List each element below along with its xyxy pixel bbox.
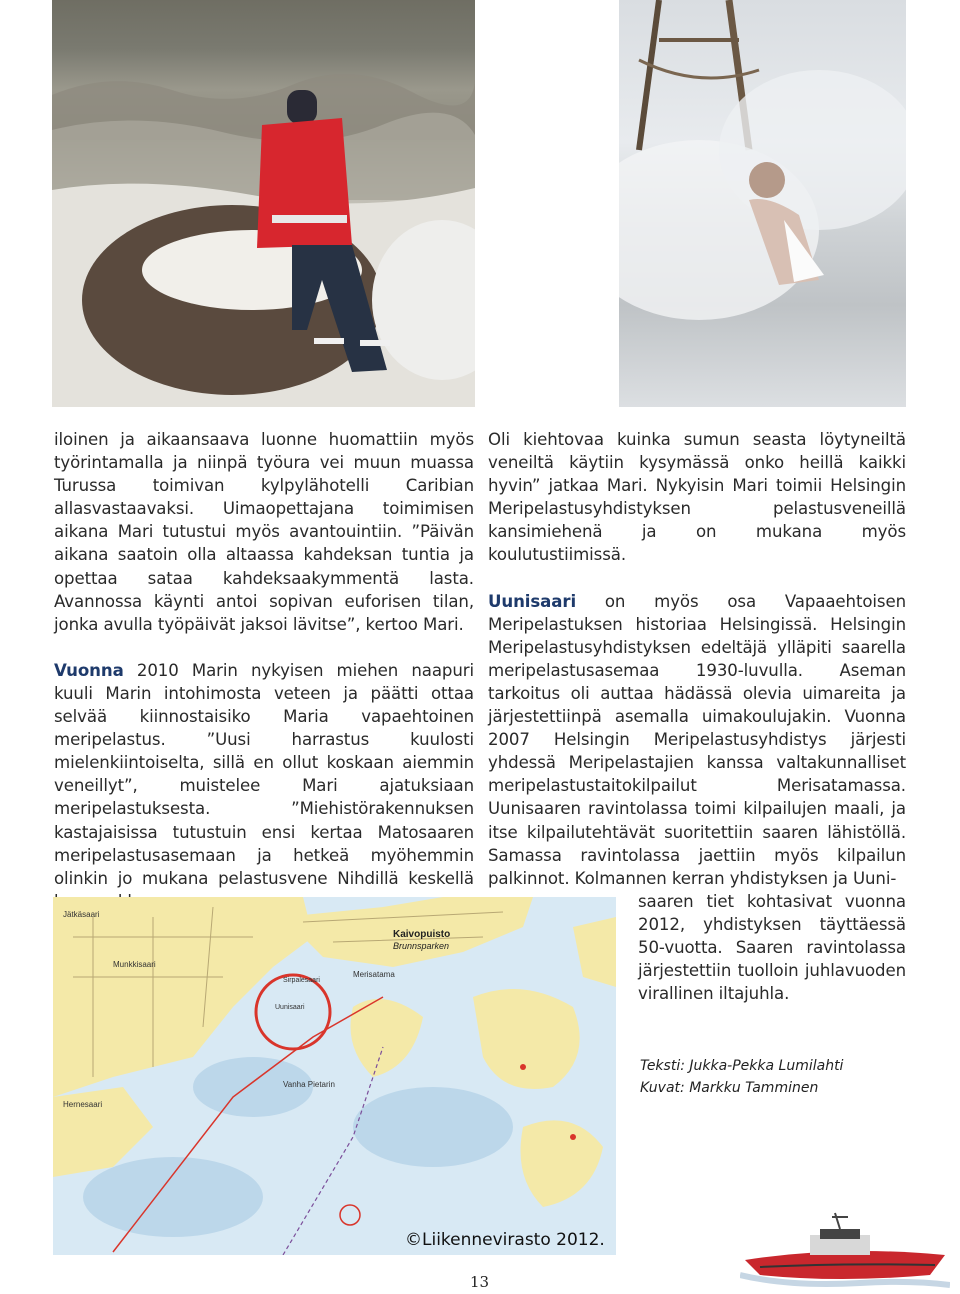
rescue-boat-icon (740, 1205, 950, 1290)
right-paragraph-2-indented: saaren tiet kohtasivat vuonna 2012, yhdistyksen täyttäessä 50-vuotta. Saaren ravintolassa järjestettiin tuolloin juhlavuoden virallinen iltajuhla. (638, 891, 906, 1004)
left-paragraph-2-body: 2010 Marin nykyisen miehen naapuri kuuli Marin intohimosta veteen ja päätti ottaa selvää kiinnostaisiko Maria vapaehtoinen meripelastus. ”Uusi harrastus kuulosti mielenkiintoiselta, sillä en ollut koskaan aiemmin veneillyt”, muistelee Mari ajatuksiaan meripelastuksesta. ”Miehistörakennuksen kastajaisissa tutustuin ensi kertaa Matosaaren meripelastusasemaan ja hetkeä myöhemmin olinkin jo mukana pelastusvene Nihdillä keskellä (54, 660, 474, 888)
photo-right (619, 0, 906, 407)
right-paragraph-1: Oli kiehtovaa kuinka sumun seasta löytyneiltä veneiltä käytiin kysymässä onko heillä kaikki hyvin” jatkaa Mari. Nykyisin Mari toimii Helsingin Meripelastusyhdistyksen pelastusveneillä kansimiehenä ja on mukana myös koulutustiimissä. (488, 430, 906, 565)
rescue-boat-image (740, 1205, 950, 1290)
map-label-merisatama: Merisatama (353, 970, 395, 979)
credit-photos: Kuvat: Markku Tamminen (640, 1080, 819, 1096)
photo-left-illustration (52, 0, 475, 407)
nautical-map-drawing (53, 897, 616, 1255)
credit-text: Teksti: Jukka-Pekka Lumilahti (640, 1058, 844, 1074)
right-paragraph-2-lead: Uunisaari (488, 591, 577, 611)
left-paragraph-2-lead: Vuonna (54, 660, 124, 680)
page-number: 13 (470, 1273, 490, 1291)
left-paragraph-1: iloinen ja aikaansaava luonne huomattiin myös työrintamalla ja niinpä työura vei muun muassa Turussa toimivan kylpylähotelli Caribian allasvastaavaksi. Uimaopettajana toimimisen aikana Mari tutustui myös avantouintiin. ”Päivän aikana saatoin olla altaassa kahdeksan tuntia ja opettaa sataa kahdeksaakymmentä lasta. Avannossa käynti antoi sopivan euforisen tilan, jonka avulla työpäivät jaksoi lävitse”, kertoo Mari. (54, 430, 474, 634)
right-paragraph-2-body: on myös osa Vapaaehtoisen Meripelastuksen historiaa Helsingissä. Helsingin Meripelastusyhdistyksen edeltäjä ylläpiti saarella meripelastusasemaa 1930-luvulla. Aseman tarkoitus oli auttaa hädässä olevia uimareita ja järjestettiinpä asemalla uimakoulujakin. Vuonna 2007 Helsingin Meripelastusyhdistys järjesti yhdessä Meripelastajien kanssa valtakunnalliset meripelastustaitokilpailut Merisatamassa. Uunisaaren ravintolassa toimi kilpailujen maali, ja itse kilpailutehtävät suoritettiin saaren lähistöllä. Samassa ravintolassa jaettiin myös kilpailun palkinnot. Kolmannen kerran yhdistyksen ja Uuni- (488, 591, 906, 888)
left-paragraph-2 (54, 659, 474, 913)
right-paragraph-2 (488, 590, 906, 890)
map-label-brunnsparken: Brunnsparken (393, 941, 450, 951)
map-label-vanha-pietarin: Vanha Pietarin (283, 1080, 335, 1089)
credits (640, 1055, 843, 1099)
map-label-jatkasaari: Jätkäsaari (63, 910, 100, 919)
map-label-hernesaari: Hernesaari (63, 1100, 103, 1109)
map-label-kaivopuisto: Kaivopuisto (393, 929, 451, 940)
photo-right-illustration (619, 0, 906, 407)
nautical-map (53, 897, 616, 1255)
left-text-column (54, 428, 474, 913)
map-label-uunisaari: Uunisaari (275, 1004, 305, 1011)
map-label-sirpalesaari: Sirpalesaari (283, 977, 320, 984)
map-label-munkkisaari: Munkkisaari (113, 960, 156, 969)
map-copyright: ©Liikennevirasto 2012. (405, 1230, 605, 1250)
photo-left (52, 0, 475, 407)
